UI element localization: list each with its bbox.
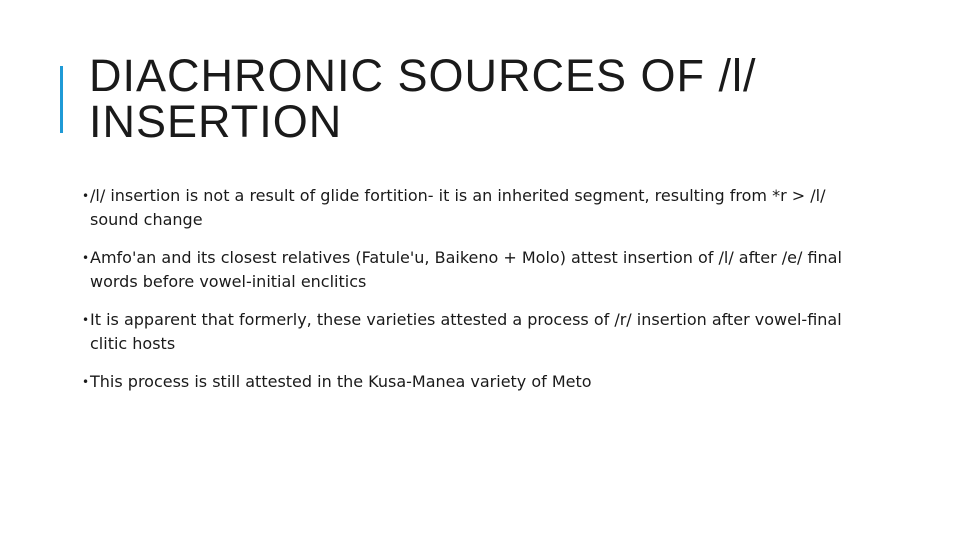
bullet-item bbox=[84, 184, 854, 232]
bullet-text: This process is still attested in the Kusa-Manea variety of Meto bbox=[90, 372, 592, 391]
bullet-text: It is apparent that formerly, these varieties attested a process of /r/ insertion after vowel-final clitic hosts bbox=[90, 310, 842, 353]
bullet-dot-icon: • bbox=[82, 375, 90, 389]
bullet-item bbox=[84, 370, 854, 394]
bullet-item bbox=[84, 308, 854, 356]
bullet-item bbox=[84, 246, 854, 294]
bullet-dot-icon: • bbox=[82, 313, 90, 327]
bullet-text: Amfo'an and its closest relatives (Fatule'u, Baikeno + Molo) attest insertion of /l/ after /e/ final words before vowel-initial enclitics bbox=[90, 248, 842, 291]
title-accent-bar bbox=[60, 66, 63, 133]
slide-title: DIACHRONIC SOURCES OF /l/ INSERTION bbox=[89, 50, 757, 147]
bullet-dot-icon: • bbox=[82, 251, 90, 265]
bullet-list bbox=[84, 184, 854, 408]
bullet-dot-icon: • bbox=[82, 189, 90, 203]
bullet-text: /l/ insertion is not a result of glide fortition- it is an inherited segment, resulting from *r > /l/ sound change bbox=[90, 186, 826, 229]
